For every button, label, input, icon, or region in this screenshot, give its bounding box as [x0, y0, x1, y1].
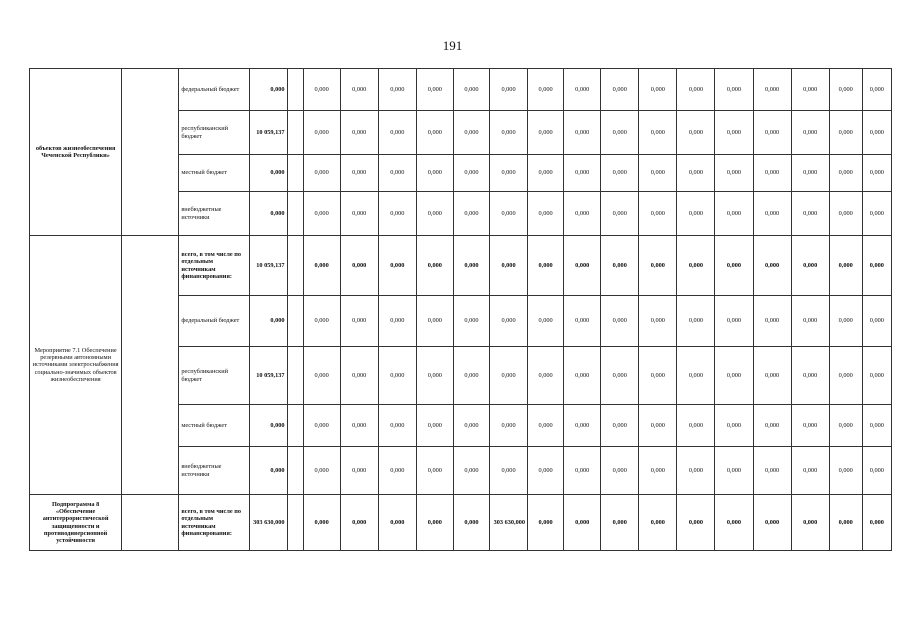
year-value: 0,000: [378, 69, 416, 111]
year-value: 0,000: [528, 347, 564, 405]
spacer-cell: [287, 69, 303, 111]
year-value: 0,000: [416, 447, 453, 495]
year-value: 0,000: [528, 447, 564, 495]
year-value: 0,000: [303, 69, 340, 111]
year-value: 0,000: [416, 495, 453, 551]
year-value: 0,000: [829, 236, 862, 296]
year-value: 0,000: [303, 111, 340, 155]
year-value: 0,000: [453, 69, 489, 111]
year-value: 0,000: [453, 111, 489, 155]
year-value: 0,000: [489, 192, 527, 236]
total-amount: 10 059,137: [250, 111, 287, 155]
year-value: 0,000: [753, 155, 791, 192]
year-value: 0,000: [753, 405, 791, 447]
year-value: 0,000: [453, 405, 489, 447]
year-value: 0,000: [601, 69, 639, 111]
year-value: 0,000: [416, 155, 453, 192]
year-value: 0,000: [601, 347, 639, 405]
year-value: 0,000: [340, 347, 378, 405]
total-amount: 0,000: [250, 155, 287, 192]
funding-source: федеральный бюджет: [179, 69, 250, 111]
year-value: 0,000: [715, 296, 753, 347]
funding-source: местный бюджет: [179, 155, 250, 192]
year-value: 0,000: [715, 447, 753, 495]
year-value: 0,000: [303, 155, 340, 192]
year-value: 0,000: [528, 69, 564, 111]
year-value: 0,000: [564, 155, 601, 192]
year-value: 0,000: [528, 111, 564, 155]
year-value: 0,000: [639, 347, 677, 405]
year-value: 0,000: [677, 69, 715, 111]
year-value: 0,000: [791, 447, 829, 495]
year-value: 0,000: [639, 155, 677, 192]
funding-source: всего, в том числе по отдельным источникам финансирования:: [179, 236, 250, 296]
year-value: 0,000: [601, 405, 639, 447]
section-name: объектов жизнеобеспечения Чеченской Республики»: [30, 69, 122, 236]
year-value: 0,000: [715, 111, 753, 155]
year-value: 0,000: [416, 111, 453, 155]
year-value: 0,000: [639, 111, 677, 155]
year-value: 0,000: [791, 296, 829, 347]
year-value: 0,000: [677, 347, 715, 405]
section-name: Мероприятие 7.1 Обеспечение резервными автономными источниками электроснабжения социально-значимых объектов жизнеобеспечения: [30, 236, 122, 495]
year-value: 0,000: [340, 495, 378, 551]
total-amount: 0,000: [250, 296, 287, 347]
year-value: 0,000: [829, 447, 862, 495]
year-value: 0,000: [715, 405, 753, 447]
year-value: 0,000: [791, 155, 829, 192]
spacer-cell: [287, 296, 303, 347]
year-value: 0,000: [715, 155, 753, 192]
year-value: 0,000: [677, 447, 715, 495]
year-value: 0,000: [528, 296, 564, 347]
year-value: 0,000: [862, 192, 891, 236]
year-value: 0,000: [791, 405, 829, 447]
year-value: 0,000: [340, 69, 378, 111]
funding-source: внебюджетные источники: [179, 447, 250, 495]
total-amount: 0,000: [250, 69, 287, 111]
year-value: 0,000: [528, 495, 564, 551]
year-value: 0,000: [564, 347, 601, 405]
year-value: 0,000: [639, 405, 677, 447]
year-value: 0,000: [564, 69, 601, 111]
year-value: 0,000: [340, 405, 378, 447]
year-value: 0,000: [862, 447, 891, 495]
year-value: 0,000: [489, 296, 527, 347]
year-value: 0,000: [489, 111, 527, 155]
year-value: 0,000: [378, 495, 416, 551]
year-value: 0,000: [303, 192, 340, 236]
year-value: 0,000: [453, 236, 489, 296]
budget-table: [29, 68, 892, 551]
year-value: 0,000: [378, 155, 416, 192]
year-value: 0,000: [639, 69, 677, 111]
year-value: 0,000: [303, 495, 340, 551]
year-value: 0,000: [601, 236, 639, 296]
total-amount: 303 630,000: [250, 495, 287, 551]
year-value: 0,000: [753, 347, 791, 405]
year-value: 0,000: [862, 405, 891, 447]
spacer-cell: [287, 236, 303, 296]
year-value: 0,000: [340, 111, 378, 155]
year-value: 0,000: [753, 111, 791, 155]
year-value: 0,000: [528, 155, 564, 192]
spacer-cell: [287, 405, 303, 447]
year-value: 0,000: [416, 296, 453, 347]
year-value: 0,000: [829, 405, 862, 447]
funding-source: республиканский бюджет: [179, 111, 250, 155]
year-value: 0,000: [378, 405, 416, 447]
funding-source: всего, в том числе по отдельным источникам финансирования:: [179, 495, 250, 551]
year-value: 0,000: [639, 236, 677, 296]
spacer-cell: [287, 111, 303, 155]
year-value: 0,000: [715, 347, 753, 405]
year-value: 0,000: [753, 192, 791, 236]
table-row: [30, 69, 892, 111]
year-value: 0,000: [528, 192, 564, 236]
year-value: 0,000: [753, 495, 791, 551]
year-value: 0,000: [677, 236, 715, 296]
year-value: 0,000: [715, 495, 753, 551]
year-value: 0,000: [416, 236, 453, 296]
year-value: 0,000: [489, 347, 527, 405]
year-value: 0,000: [453, 155, 489, 192]
year-value: 0,000: [340, 236, 378, 296]
year-value: 0,000: [489, 447, 527, 495]
year-value: 0,000: [340, 447, 378, 495]
year-value: 0,000: [528, 405, 564, 447]
year-value: 0,000: [862, 495, 891, 551]
year-value: 0,000: [489, 155, 527, 192]
year-value: 0,000: [378, 347, 416, 405]
funding-source: республиканский бюджет: [179, 347, 250, 405]
year-value: 0,000: [715, 236, 753, 296]
year-value: 0,000: [677, 296, 715, 347]
year-value: 0,000: [639, 296, 677, 347]
year-value: 0,000: [340, 192, 378, 236]
spacer-cell: [287, 192, 303, 236]
year-value: 0,000: [416, 69, 453, 111]
table-row: [30, 495, 892, 551]
year-value: 0,000: [862, 155, 891, 192]
year-value: 0,000: [303, 405, 340, 447]
year-value: 0,000: [829, 192, 862, 236]
year-value: 0,000: [601, 155, 639, 192]
year-value: 0,000: [829, 69, 862, 111]
total-amount: 10 059,137: [250, 236, 287, 296]
year-value: 0,000: [564, 405, 601, 447]
year-value: 0,000: [677, 405, 715, 447]
year-value: 0,000: [303, 347, 340, 405]
year-value: 0,000: [862, 69, 891, 111]
year-value: 0,000: [753, 296, 791, 347]
year-value: 0,000: [829, 495, 862, 551]
empty-cell: [122, 495, 179, 551]
year-value: 0,000: [791, 347, 829, 405]
year-value: 303 630,000: [489, 495, 527, 551]
year-value: 0,000: [416, 347, 453, 405]
year-value: 0,000: [829, 111, 862, 155]
year-value: 0,000: [715, 69, 753, 111]
year-value: 0,000: [677, 192, 715, 236]
year-value: 0,000: [564, 495, 601, 551]
year-value: 0,000: [453, 296, 489, 347]
year-value: 0,000: [378, 296, 416, 347]
year-value: 0,000: [303, 447, 340, 495]
year-value: 0,000: [715, 192, 753, 236]
funding-source: внебюджетные источники: [179, 192, 250, 236]
year-value: 0,000: [601, 447, 639, 495]
year-value: 0,000: [303, 296, 340, 347]
year-value: 0,000: [564, 447, 601, 495]
year-value: 0,000: [601, 192, 639, 236]
year-value: 0,000: [340, 296, 378, 347]
year-value: 0,000: [791, 111, 829, 155]
year-value: 0,000: [378, 192, 416, 236]
year-value: 0,000: [829, 296, 862, 347]
year-value: 0,000: [489, 69, 527, 111]
year-value: 0,000: [753, 447, 791, 495]
year-value: 0,000: [639, 495, 677, 551]
year-value: 0,000: [489, 405, 527, 447]
year-value: 0,000: [677, 155, 715, 192]
spacer-cell: [287, 347, 303, 405]
year-value: 0,000: [753, 236, 791, 296]
year-value: 0,000: [453, 347, 489, 405]
section-name: Подпрограмма 8 «Обеспечение антитеррористической защищенности и противодиверсионной устойчивости: [30, 495, 122, 551]
empty-cell: [122, 69, 179, 236]
year-value: 0,000: [564, 236, 601, 296]
table-row: [30, 236, 892, 296]
year-value: 0,000: [378, 236, 416, 296]
year-value: 0,000: [489, 236, 527, 296]
year-value: 0,000: [416, 192, 453, 236]
year-value: 0,000: [791, 495, 829, 551]
year-value: 0,000: [453, 192, 489, 236]
year-value: 0,000: [601, 111, 639, 155]
year-value: 0,000: [601, 495, 639, 551]
year-value: 0,000: [303, 236, 340, 296]
year-value: 0,000: [862, 296, 891, 347]
year-value: 0,000: [829, 347, 862, 405]
table-body: [30, 69, 892, 551]
year-value: 0,000: [564, 192, 601, 236]
year-value: 0,000: [564, 111, 601, 155]
year-value: 0,000: [378, 111, 416, 155]
funding-source: местный бюджет: [179, 405, 250, 447]
year-value: 0,000: [677, 111, 715, 155]
year-value: 0,000: [862, 347, 891, 405]
year-value: 0,000: [340, 155, 378, 192]
spacer-cell: [287, 495, 303, 551]
year-value: 0,000: [453, 447, 489, 495]
year-value: 0,000: [862, 236, 891, 296]
total-amount: 0,000: [250, 447, 287, 495]
year-value: 0,000: [639, 447, 677, 495]
year-value: 0,000: [677, 495, 715, 551]
year-value: 0,000: [453, 495, 489, 551]
total-amount: 10 059,137: [250, 347, 287, 405]
funding-source: федеральный бюджет: [179, 296, 250, 347]
year-value: 0,000: [564, 296, 601, 347]
year-value: 0,000: [416, 405, 453, 447]
spacer-cell: [287, 447, 303, 495]
year-value: 0,000: [791, 69, 829, 111]
empty-cell: [122, 236, 179, 495]
total-amount: 0,000: [250, 192, 287, 236]
year-value: 0,000: [601, 296, 639, 347]
spacer-cell: [287, 155, 303, 192]
year-value: 0,000: [528, 236, 564, 296]
year-value: 0,000: [791, 236, 829, 296]
total-amount: 0,000: [250, 405, 287, 447]
year-value: 0,000: [639, 192, 677, 236]
year-value: 0,000: [862, 111, 891, 155]
year-value: 0,000: [753, 69, 791, 111]
year-value: 0,000: [378, 447, 416, 495]
page-number: 191: [442, 38, 463, 53]
year-value: 0,000: [829, 155, 862, 192]
year-value: 0,000: [791, 192, 829, 236]
